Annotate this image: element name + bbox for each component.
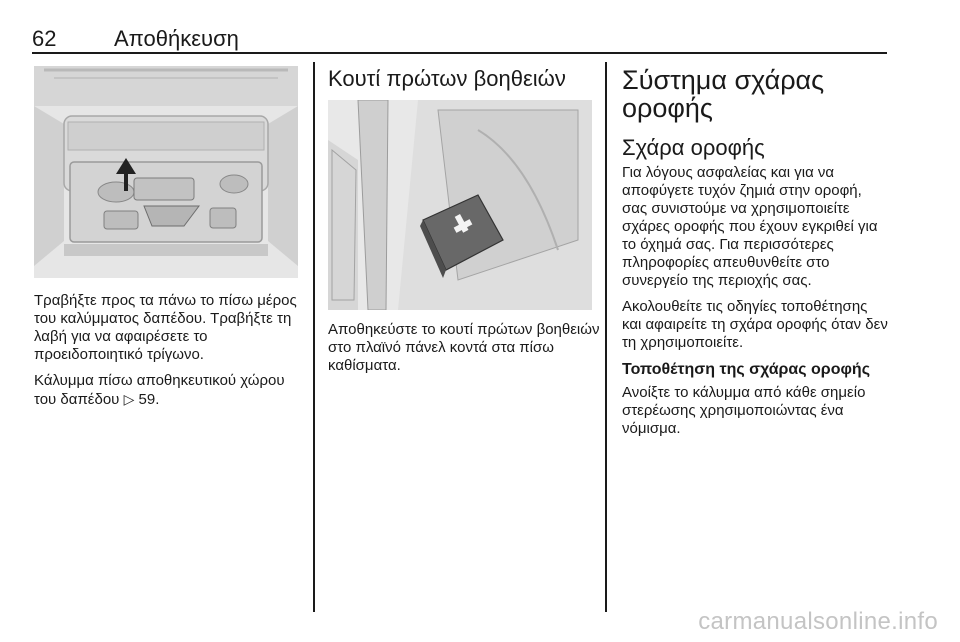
col1-paragraph-2-text: Κάλυμμα πίσω αποθηκευτικού χώρου του δαπέδου <box>34 372 285 408</box>
column-1-text <box>34 292 302 417</box>
col3-paragraph-3: Ανοίξτε το κάλυμμα από κάθε σημείο στερέωσης χρησιμοποιώντας ένα νόμισμα. <box>622 384 866 437</box>
roof-rack-mounting-heading: Τοποθέτηση της σχάρας οροφής <box>622 361 871 378</box>
section-title: Αποθήκευση <box>114 26 239 51</box>
column-2-text <box>328 321 600 383</box>
col3-paragraph-1: Για λόγους ασφαλείας και για να αποφύγετε τυχόν ζημιά στην οροφή, σας συνιστούμε να χρησιμοποιείτε σχάρες οροφής που έχουν εγκριθεί για το όχημά σας. Για περισσότερες πληροφορίες απευθυνθείτε στο συνεργείο της περιοχής σας. <box>622 164 878 289</box>
trunk-floor-cover-illustration <box>34 66 298 278</box>
first-aid-kit-illustration <box>328 100 592 310</box>
col1-paragraph-2-ref: 59. <box>138 391 160 408</box>
column-divider-right <box>605 62 607 612</box>
page-number: 62 <box>32 26 57 51</box>
col1-paragraph-1: Τραβήξτε προς τα πάνω το πίσω μέρος του καλύμματος δαπέδου. Τραβήξτε τη λαβή για να αφαιρέσετε το προειδοποιητικό τρίγωνο. <box>34 292 297 363</box>
roof-rack-subheading: Σχάρα οροφής <box>622 135 765 160</box>
column-3-text <box>622 66 888 446</box>
col3-paragraph-2: Ακολουθείτε τις οδηγίες τοποθέτησης και αφαιρείτε τη σχάρα οροφής όταν δεν τη χρησιμοποιείτε. <box>622 298 888 351</box>
triangle-xref-icon: ▷ <box>123 391 135 407</box>
page-header <box>32 22 887 52</box>
col2-paragraph-1: Αποθηκεύστε το κουτί πρώτων βοηθειών στο πλαϊνό πάνελ κοντά στα πίσω καθίσματα. <box>328 321 600 374</box>
first-aid-heading: Κουτί πρώτων βοηθειών <box>328 66 566 91</box>
col1-paragraph-2 <box>34 372 302 409</box>
header-rule <box>32 52 887 54</box>
column-divider-left <box>313 62 315 612</box>
watermark: carmanualsonline.info <box>698 608 938 635</box>
roof-rack-system-heading: Σύστημα σχάρας οροφής <box>622 65 825 123</box>
column-2-heading-wrap <box>328 66 596 92</box>
